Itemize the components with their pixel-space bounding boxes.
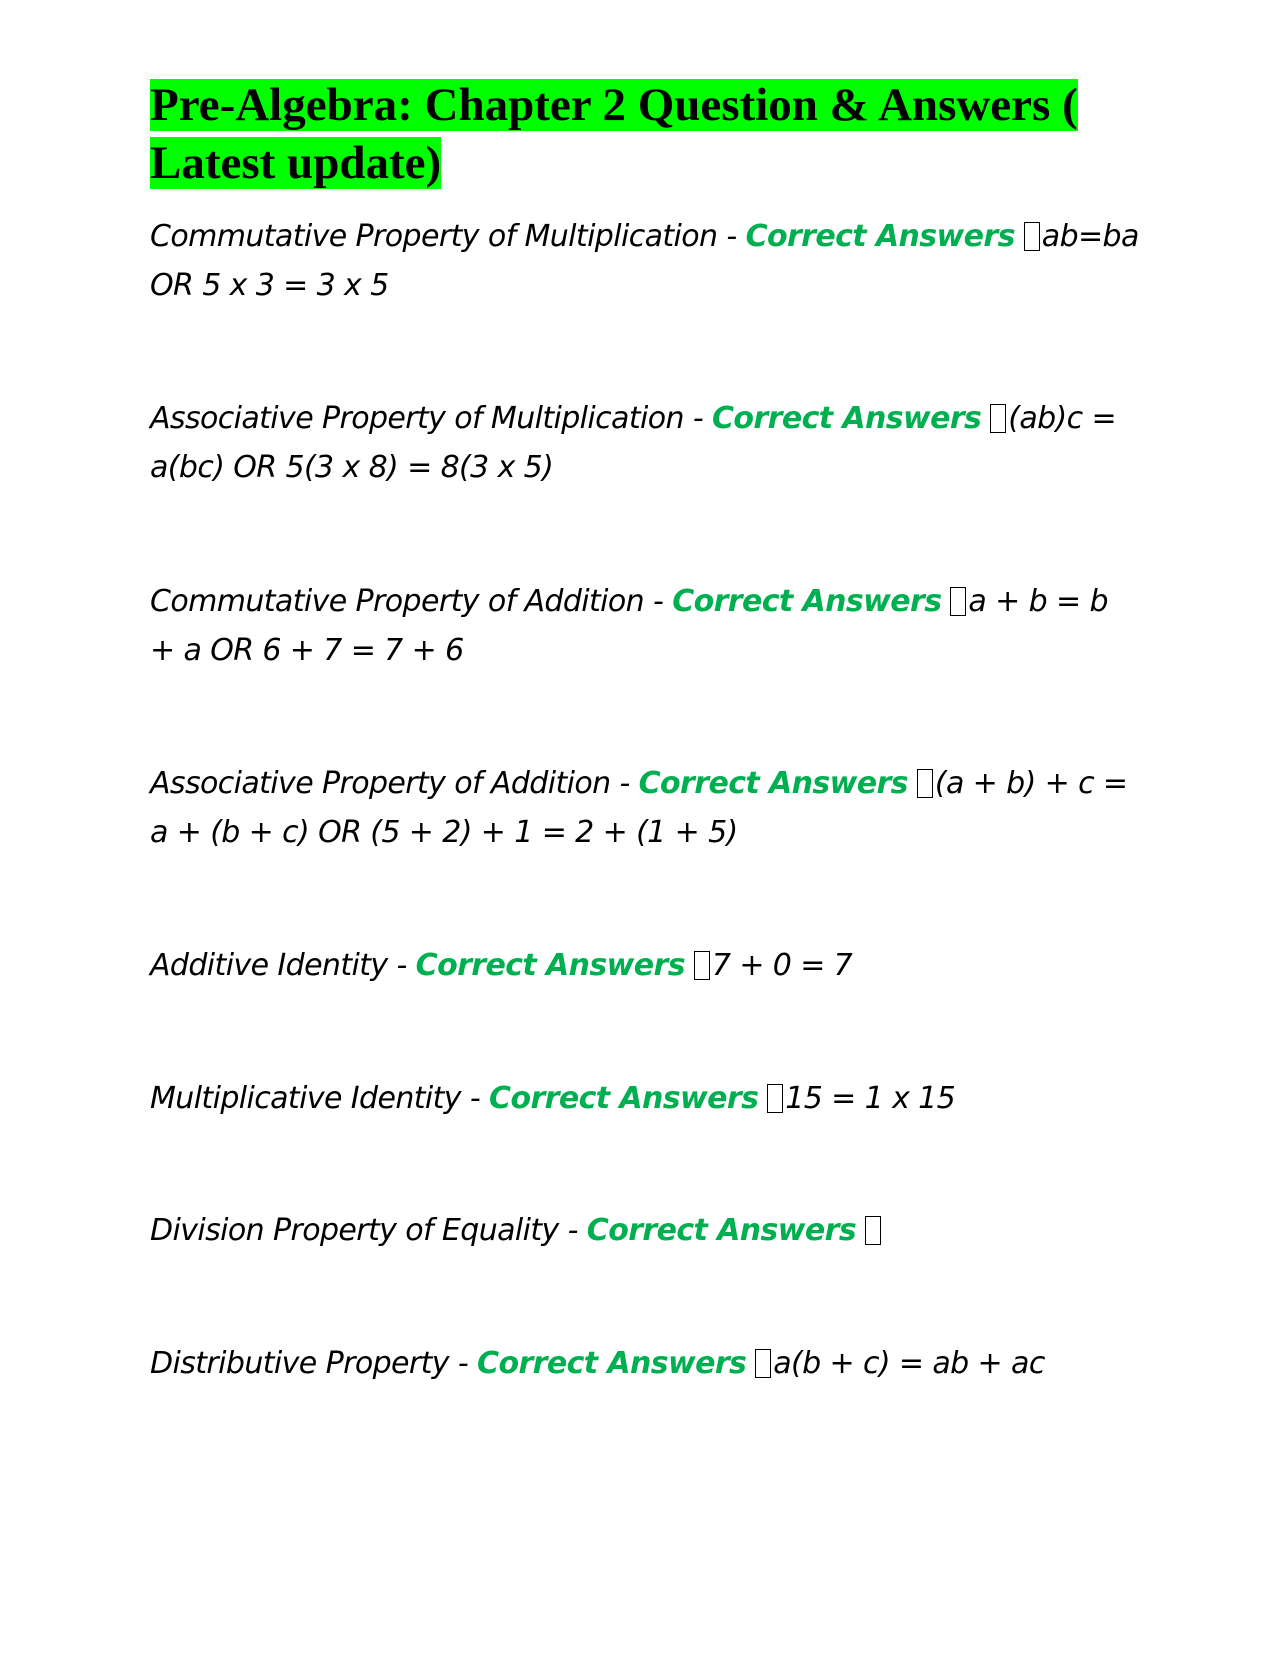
correct-answers-label: Correct Answers <box>489 1081 759 1116</box>
correct-answers-label: Correct Answers <box>672 584 942 619</box>
correct-answers-label: Correct Answers <box>712 401 982 436</box>
qa-item <box>150 1074 1140 1123</box>
qa-item <box>150 1339 1140 1388</box>
qa-term: Commutative Property of Multiplication - <box>150 219 746 254</box>
qa-answer: (a + b) + c = a + (b + c) OR (5 + 2) + 1 = 2 + (1 + 5) <box>150 766 1128 850</box>
missing-glyph-icon <box>865 1216 881 1245</box>
correct-answers-label: Correct Answers <box>586 1213 857 1248</box>
missing-glyph-icon <box>694 951 710 980</box>
qa-term: Multiplicative Identity - <box>150 1081 490 1116</box>
missing-glyph-icon <box>767 1084 783 1113</box>
qa-item <box>150 1206 1140 1255</box>
qa-term: Associative Property of Addition - <box>150 766 639 801</box>
correct-answers-label: Correct Answers <box>477 1346 747 1381</box>
qa-item <box>150 394 1140 492</box>
qa-answer: a + b = b + a OR 6 + 7 = 7 + 6 <box>150 584 1108 668</box>
qa-answer: (ab)c = a(bc) OR 5(3 x 8) = 8(3 x 5) <box>150 401 1117 485</box>
qa-item <box>150 759 1140 857</box>
qa-answer: 15 = 1 x 15 <box>785 1081 956 1116</box>
missing-glyph-icon <box>990 404 1006 433</box>
qa-term: Commutative Property of Addition - <box>150 584 673 619</box>
correct-answers-label: Correct Answers <box>638 766 908 801</box>
qa-term: Division Property of Equality - <box>150 1213 587 1248</box>
correct-answers-label: Correct Answers <box>745 219 1015 254</box>
qa-item <box>150 212 1140 310</box>
missing-glyph-icon <box>950 587 966 616</box>
qa-item <box>150 941 1140 990</box>
correct-answers-label: Correct Answers <box>415 948 685 983</box>
qa-term: Distributive Property - <box>150 1346 478 1381</box>
page-title-text: Pre-Algebra: Chapter 2 Question & Answers ( Latest update) <box>150 79 1078 189</box>
qa-answer: a(b + c) = ab + ac <box>773 1346 1045 1381</box>
qa-answer: 7 + 0 = 7 <box>711 948 853 983</box>
qa-term: Additive Identity - <box>150 948 416 983</box>
missing-glyph-icon <box>755 1349 771 1378</box>
missing-glyph-icon <box>917 769 933 798</box>
page-title <box>150 76 1150 192</box>
qa-term: Associative Property of Multiplication - <box>150 401 712 436</box>
qa-item <box>150 577 1140 675</box>
qa-answer: ab=ba OR 5 x 3 = 3 x 5 <box>150 219 1139 303</box>
missing-glyph-icon <box>1024 222 1040 251</box>
